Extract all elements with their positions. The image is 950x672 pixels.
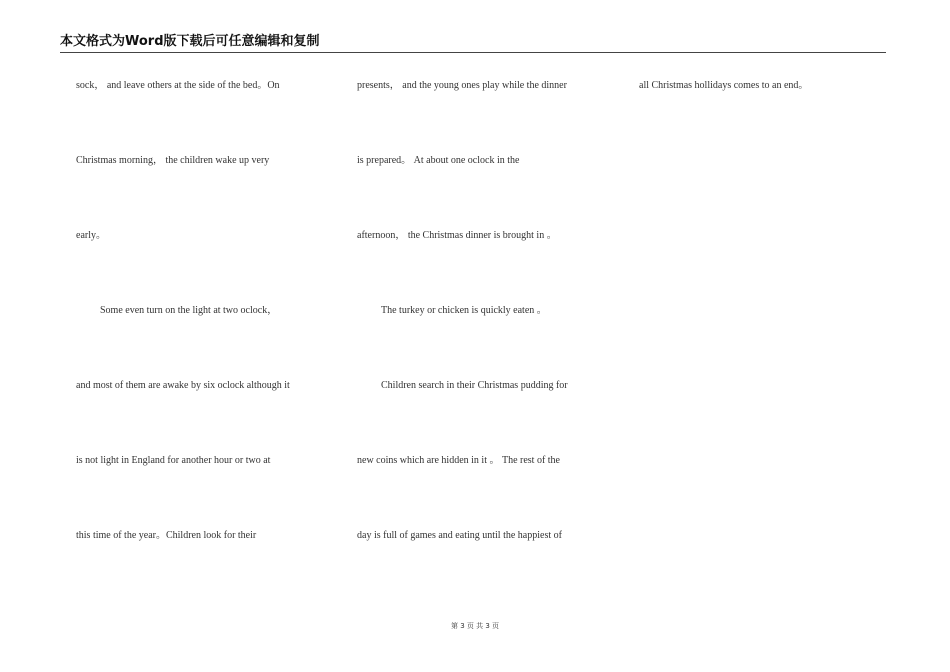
text-line: day is full of games and eating until the happiest of: [357, 530, 562, 541]
text-line: sock， and leave others at the side of the bed。On: [76, 80, 280, 91]
text-line: new coins which are hidden in it 。 The rest of the: [357, 455, 560, 466]
text-line: early。: [76, 230, 106, 241]
document-header: [60, 34, 886, 53]
text-line: this time of the year。Children look for their: [76, 530, 257, 541]
text-line: The turkey or chicken is quickly eaten 。: [381, 305, 547, 316]
text-line: is prepared。 At about one oclock in the: [357, 155, 520, 166]
page-number: 第 3 页 共 3 页: [450, 622, 500, 630]
text-line: all Christmas hollidays comes to an end。: [639, 80, 809, 91]
text-line: Christmas morning， the children wake up very: [76, 155, 270, 166]
text-line: afternoon， the Christmas dinner is brought in 。: [357, 230, 557, 241]
text-line: is not light in England for another hour or two at: [76, 455, 271, 466]
text-line: Some even turn on the light at two oclock，: [100, 305, 278, 316]
header-title: 本文格式为Word版下载后可任意编辑和复制: [60, 34, 320, 49]
text-line: Children search in their Christmas pudding for: [381, 380, 568, 391]
text-line: presents， and the young ones play while the dinner: [357, 80, 567, 91]
text-line: and most of them are awake by six oclock although it: [76, 380, 290, 391]
